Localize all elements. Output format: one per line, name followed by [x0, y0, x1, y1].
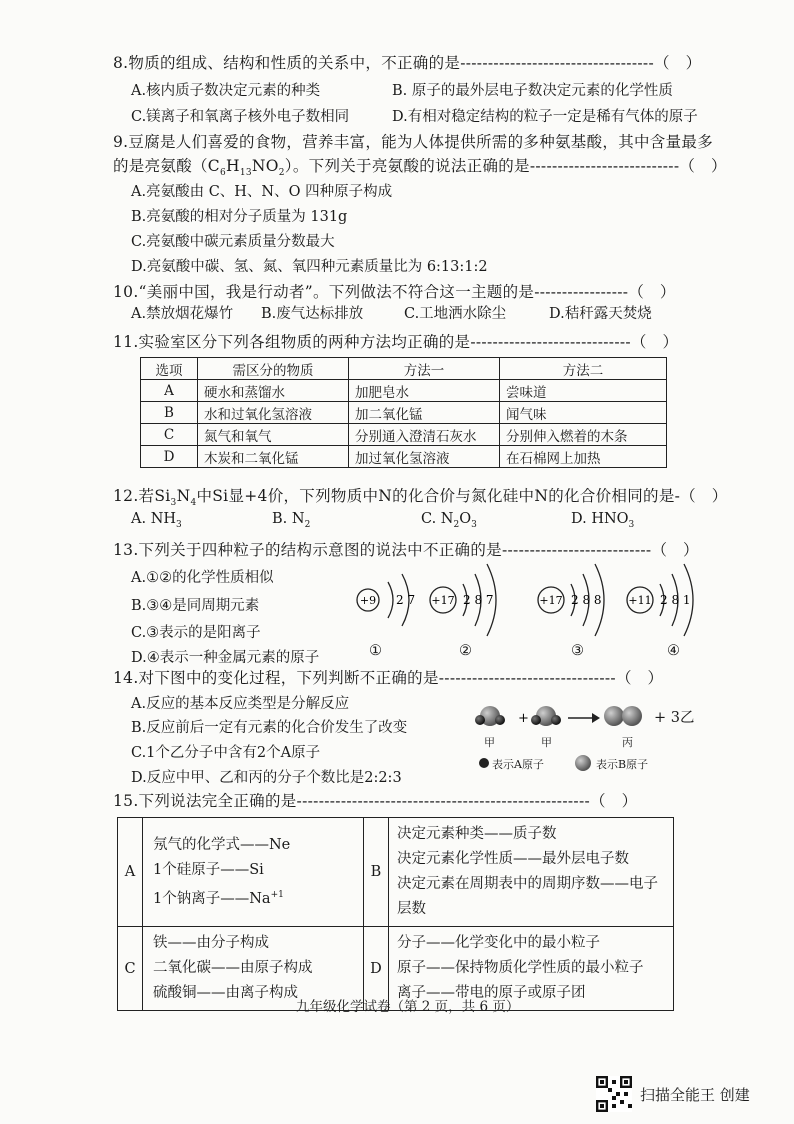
q12-option-d: D. $HNO_3$: [571, 511, 635, 530]
q14-option-b: B.反应前后一定有元素的化合价发生了改变: [131, 720, 408, 736]
table-cell: 加二氧化锰: [349, 402, 500, 424]
q14-stem: 14.对下图中的变化过程，下列判断不正确的是--------------------------------（ ）: [113, 669, 664, 687]
table-cell: 分别通入澄清石灰水: [349, 424, 500, 446]
atom-3-label: ③: [571, 643, 584, 659]
atom-1-shells: 2 7: [396, 593, 416, 607]
table-cell: 在石棉网上加热: [500, 446, 667, 468]
q10-option-b: B.废气达标排放: [261, 306, 364, 322]
q12-option-b: B. $N_2$: [272, 511, 311, 530]
label-jia-1: 甲: [484, 736, 495, 749]
q14-option-c: C.1个乙分子中含有2个A原子: [131, 745, 321, 761]
q9-option-c: C.亮氨酸中碳元素质量分数最大: [131, 234, 335, 250]
q10-option-d: D.秸秆露天焚烧: [549, 306, 652, 322]
q14-option-d: D.反应中甲、乙和丙的分子个数比是2:2:3: [131, 770, 402, 786]
atom-3-shells: 2 8 8: [571, 593, 602, 607]
atom-4-shells: 2 8 1: [660, 593, 691, 607]
label-bing: 丙: [622, 736, 633, 749]
q11-table: [140, 357, 667, 468]
q9-option-d: D.亮氨酸中碳、氢、氮、氧四种元素质量比为 6:13:1:2: [131, 259, 488, 275]
table-cell: 分别伸入燃着的木条: [500, 424, 667, 446]
table-cell: B: [141, 402, 198, 424]
table-cell: D: [141, 446, 198, 468]
atom-a-legend-icon: [478, 757, 490, 769]
q13-option-c: C.③表示的是阳离子: [131, 625, 261, 641]
q15-table: [117, 817, 674, 1011]
q8-option-c: C.镁离子和氧离子核外电子数相同: [131, 109, 350, 125]
legend-b-text: 表示B原子: [596, 758, 649, 771]
q13-option-b: B.③④是同周期元素: [131, 598, 260, 614]
table-cell: 木炭和二氧化锰: [198, 446, 349, 468]
q15-stem: 15.下列说法完全正确的是-----------------------------------------------------（ ）: [113, 792, 638, 810]
q15-label-a: A: [118, 818, 143, 927]
atom-diagram-1: [350, 566, 430, 638]
q15-cell-c: 铁——由分子构成 二氧化碳——由原子构成 硫酸铜——由离子构成: [143, 927, 364, 1011]
q15-label-d: D: [364, 927, 389, 1011]
q12-option-a: A. $NH_3$: [131, 511, 182, 530]
table-cell: 氮气和氧气: [198, 424, 349, 446]
legend-a-text: 表示A原子: [492, 758, 544, 771]
table-cell: 加过氧化氢溶液: [349, 446, 500, 468]
atom-2-label: ②: [459, 643, 472, 659]
q10-option-c: C.工地洒水除尘: [404, 306, 507, 322]
atom-4-label: ④: [667, 643, 680, 659]
q15-label-b: B: [364, 818, 389, 927]
atom-2-nucleus: +17: [431, 594, 455, 607]
table-cell: C: [141, 424, 198, 446]
q12-option-c: C. $N_2O_3$: [421, 511, 477, 530]
q11-header-method2: 方法二: [500, 358, 667, 380]
q10-stem: 10.“美丽中国，我是行动者”。下列做法不符合这一主题的是-----------------（ ）: [113, 283, 676, 301]
atom-3-nucleus: +17: [539, 594, 563, 607]
q13-option-d: D.④表示一种金属元素的原子: [131, 650, 320, 666]
table-cell: 闻气味: [500, 402, 667, 424]
q15-cell-d: 分子——化学变化中的最小粒子 原子——保持物质化学性质的最小粒子 离子——带电的原子或原子团: [389, 927, 674, 1011]
q8-option-b: B. 原子的最外层电子数决定元素的化学性质: [392, 83, 673, 99]
table-row: [118, 818, 674, 927]
page-footer: 九年级化学试卷（第 2 页，共 6 页）: [296, 999, 520, 1015]
table-cell: 加肥皂水: [349, 380, 500, 402]
atom-b-legend-icon: [574, 754, 592, 772]
table-cell: A: [141, 380, 198, 402]
q15-cell-b: 决定元素种类——质子数 决定元素化学性质——最外层电子数 决定元素在周期表中的周期序数——电子层数: [389, 818, 674, 927]
q9-stem-line1: 9.豆腐是人们喜爱的食物，营养丰富，能为人体提供所需的多种氨基酸，其中含量最多: [113, 133, 713, 151]
atom-diagram-4: [622, 560, 712, 640]
table-row: [141, 402, 667, 424]
q10-option-a: A.禁放烟花爆竹: [131, 306, 234, 322]
table-row: [141, 424, 667, 446]
q11-stem: 11.实验室区分下列各组物质的两种方法均正确的是-----------------------------（ ）: [113, 333, 679, 351]
plus-sign-1: +: [518, 711, 529, 726]
atom-diagram-2: [425, 560, 515, 640]
scanner-watermark: 扫描全能王 创建: [640, 1086, 750, 1104]
q13-option-a: A.①②的化学性质相似: [131, 570, 274, 586]
atom-4-nucleus: +11: [628, 594, 652, 607]
table-row: [141, 380, 667, 402]
plus-three-yi: + 3乙: [654, 710, 695, 726]
q11-header-row: [141, 358, 667, 380]
atom-1-nucleus: +9: [359, 594, 377, 607]
q8-option-d: D.有相对稳定结构的粒子一定是稀有气体的原子: [392, 109, 698, 125]
q8-option-a: A.核内质子数决定元素的种类: [131, 83, 321, 99]
table-cell: 尝味道: [500, 380, 667, 402]
atom-1-label: ①: [369, 643, 382, 659]
q9-option-a: A.亮氨酸由 C、H、N、O 四种原子构成: [131, 184, 393, 200]
q15-cell-a: 氖气的化学式——Ne 1个硅原子——Si 1个钠离子$——Na^{+1}$: [143, 818, 364, 927]
table-row: [141, 446, 667, 468]
qr-code-icon: [596, 1076, 632, 1112]
q11-header-substance: 需区分的物质: [198, 358, 349, 380]
table-cell: 水和过氧化氢溶液: [198, 402, 349, 424]
table-cell: 硬水和蒸馏水: [198, 380, 349, 402]
q14-option-a: A.反应的基本反应类型是分解反应: [131, 696, 350, 712]
q15-label-c: C: [118, 927, 143, 1011]
label-jia-2: 甲: [541, 736, 552, 749]
q9-option-b: B.亮氨酸的相对分子质量为 131g: [131, 209, 348, 225]
q11-header-option: 选项: [141, 358, 198, 380]
atom-2-shells: 2 8 7: [463, 593, 494, 607]
q8-stem: 8.物质的组成、结构和性质的关系中，不正确的是-----------------------------------（ ）: [113, 54, 702, 72]
q13-stem: 13.下列关于四种粒子的结构示意图的说法中不正确的是---------------------------（ ）: [113, 541, 699, 559]
q12-stem: 12.若$Si_3N_4$中Si显+4价，下列物质中N的化合价与氮化硅中N的化合价相同的是-（ ）: [113, 487, 728, 509]
atom-diagram-3: [533, 560, 623, 640]
q11-header-method1: 方法一: [349, 358, 500, 380]
q9-stem-line2: 的是亮氨酸$(C_6H_{13}NO_2)$。下列关于亮氨酸的说法正确的是---------------------------（ ）: [113, 157, 727, 179]
